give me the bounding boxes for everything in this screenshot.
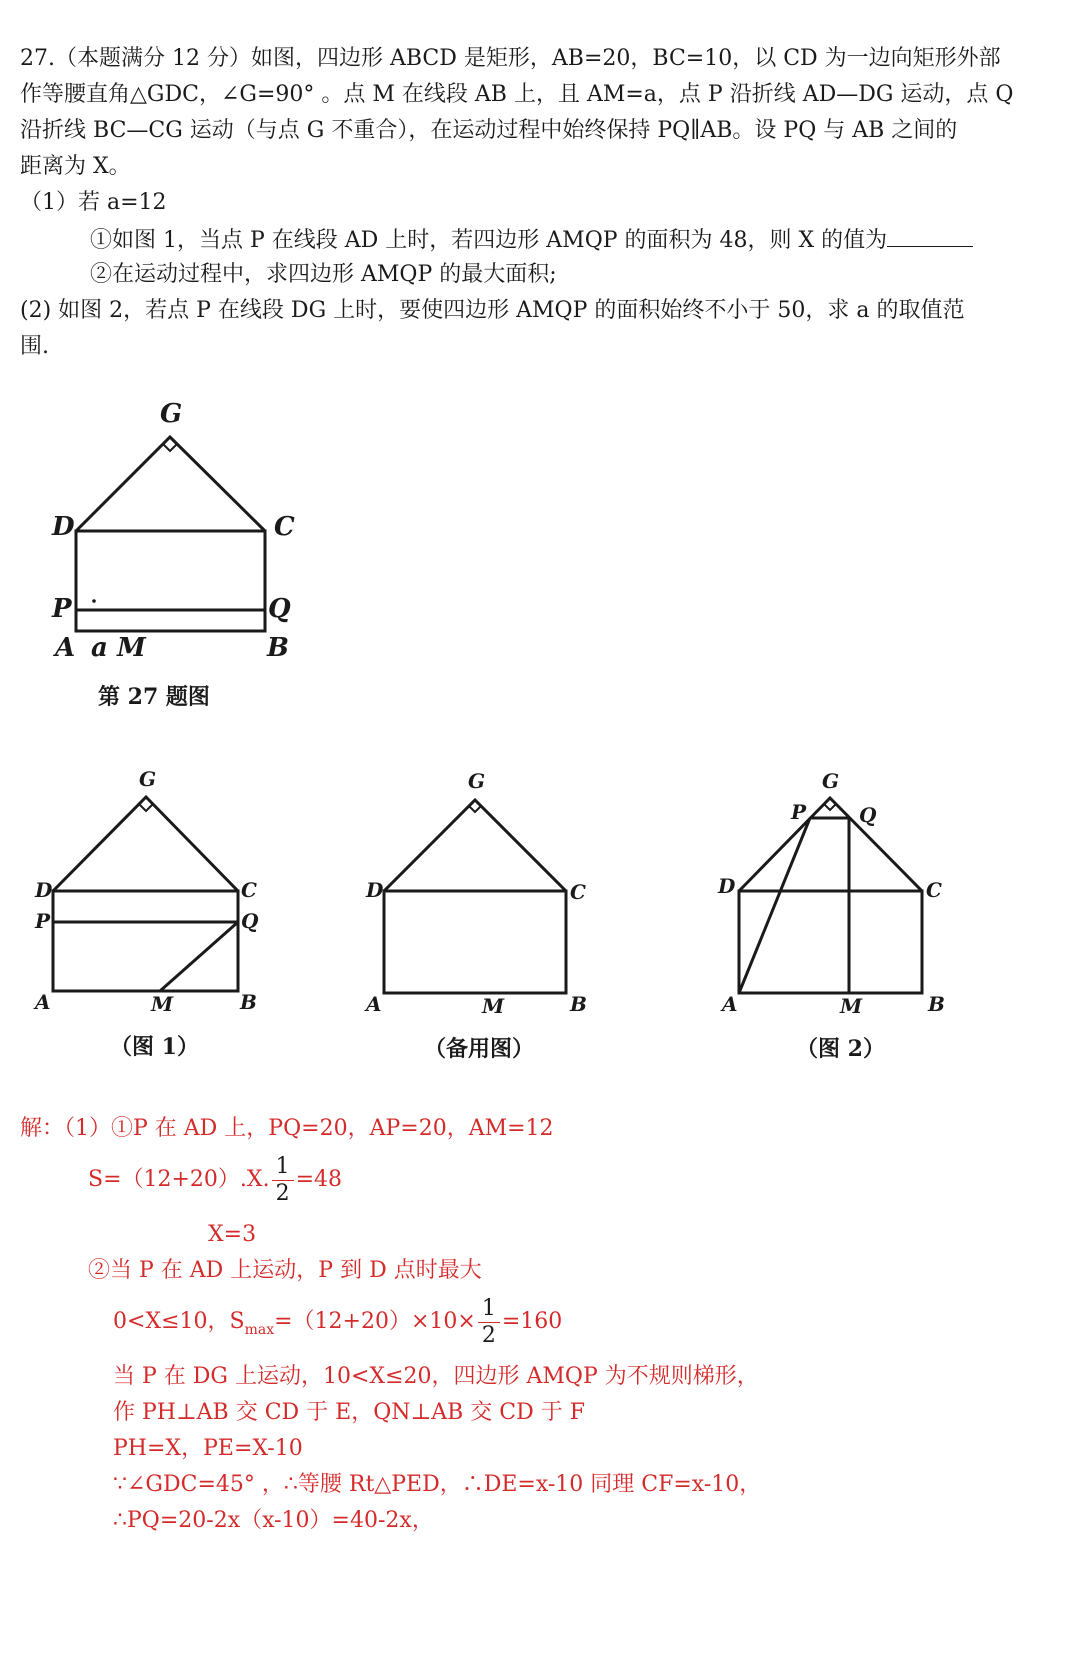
solution-line-1: 解：（1）①P 在 AD 上，PQ=20，AP=20，AM=12 (20, 1116, 554, 1141)
spare-label-A: A (366, 992, 382, 1016)
spare-right-angle-mark (469, 806, 481, 812)
fig1-label-C: C (241, 878, 257, 902)
spare-label-B: B (570, 992, 587, 1016)
fig1-label-Q: Q (241, 909, 259, 933)
fig1-label-B: B (240, 990, 257, 1014)
spare-rectangle (384, 891, 566, 993)
main-label-C: C (274, 512, 295, 542)
spare-label-M: M (482, 994, 505, 1018)
main-right-angle-mark (163, 444, 177, 451)
fraction-numerator: 1 (272, 1154, 294, 1181)
fig2-ap-line (739, 818, 810, 993)
problem-part-2: (2) 如图 2，若点 P 在线段 DG 上时，要使四边形 AMQP 的面积始终不小于 50，求 a 的取值范 (20, 298, 965, 323)
fig2-figure (739, 798, 922, 993)
fig1-figure (53, 797, 238, 991)
fig2-label-M: M (840, 994, 863, 1018)
main-label-Q: Q (268, 594, 291, 624)
problem-line-9: 围. (20, 334, 49, 359)
main-label-M: M (117, 633, 146, 663)
fig2-rectangle (739, 891, 922, 993)
solution-line-4: ②当 P 在 AD 上运动，P 到 D 点时最大 (88, 1258, 482, 1283)
fraction-numerator-2: 1 (478, 1296, 500, 1323)
solution-line-2 (88, 1152, 342, 1208)
main-label-D: D (52, 512, 75, 542)
spare-figure (384, 800, 566, 993)
problem-part-1-q2: ②在运动过程中，求四边形 AMQP 的最大面积; (90, 262, 557, 287)
fig1-rectangle (53, 891, 238, 991)
fig1-label-D: D (35, 878, 53, 902)
half-fraction-2 (478, 1296, 500, 1349)
solution-line-10: ∴PQ=20-2x（x-10）=40-2x， (113, 1508, 434, 1533)
main-label-A: A (55, 633, 76, 663)
fig2-label-P: P (791, 800, 807, 824)
fraction-denominator: 2 (275, 1180, 290, 1206)
problem-line-3: 沿折线 BC—CG 运动（与点 G 不重合），在运动过程中始终保持 PQ∥AB。设 PQ 与 AB 之间的 (20, 118, 958, 143)
fig2-triangle (739, 798, 922, 891)
q1-text: ①如图 1，当点 P 在线段 AD 上时，若四边形 AMQP 的面积为 48，则 X 的值为 (90, 228, 888, 253)
solution-line-5-text: 0<X≤10，S (113, 1309, 245, 1334)
spare-triangle (384, 800, 566, 891)
fig1-right-angle-mark (139, 804, 153, 811)
fig2-label-A: A (722, 992, 738, 1016)
fig2-caption: （图 2） (796, 1036, 885, 1062)
problem-line-1: 27.（本题满分 12 分）如图，四边形 ABCD 是矩形，AB=20，BC=10，以 CD 为一边向矩形外部 (20, 46, 1001, 71)
solution-line-5 (113, 1294, 562, 1358)
fig1-caption: （图 1） (110, 1034, 199, 1060)
fig1-label-M: M (151, 992, 174, 1016)
spare-label-D: D (366, 878, 384, 902)
main-label-B: B (267, 633, 289, 663)
solution-line-5-result: =160 (501, 1309, 563, 1334)
main-figure-caption: 第 27 题图 (98, 684, 210, 710)
problem-line-4: 距离为 X。 (20, 154, 131, 179)
solution-line-3: X=3 (208, 1222, 257, 1247)
fig2-label-G: G (822, 769, 840, 793)
fig2-label-Q: Q (859, 803, 877, 827)
spare-label-G: G (468, 769, 486, 793)
problem-line-2: 作等腰直角△GDC，∠G=90° 。点 M 在线段 AB 上，且 AM=a，点 P 沿折线 AD—DG 运动，点 Q (20, 82, 1014, 107)
half-fraction (272, 1154, 294, 1207)
spare-label-C: C (570, 880, 586, 904)
solution-line-2-result: =48 (295, 1167, 343, 1192)
spare-figure-caption: （备用图） (424, 1036, 535, 1062)
solution-line-8: PH=X，PE=X-10 (113, 1436, 303, 1461)
problem-part-1: （1）若 a=12 (20, 190, 167, 215)
main-label-G: G (160, 399, 183, 429)
fig2-label-C: C (926, 878, 942, 902)
main-figure (76, 437, 265, 631)
solution-line-2-text: S=（12+20）.X. (88, 1167, 270, 1192)
solution-line-6: 当 P 在 DG 上运动，10<X≤20，四边形 AMQP 为不规则梯形， (113, 1364, 759, 1389)
fig2-label-B: B (928, 992, 945, 1016)
main-rectangle (76, 531, 265, 631)
main-label-P: P (52, 594, 72, 624)
solution-line-9: ∵∠GDC=45° ，∴等腰 Rt△PED，∴DE=x-10 同理 CF=x-10， (113, 1472, 762, 1497)
fig1-label-G: G (139, 767, 157, 791)
main-label-a: a (91, 633, 108, 663)
fig1-mq-line (160, 922, 238, 991)
solution-max-subscript: max (244, 1322, 275, 1338)
fig2-right-angle-mark (824, 804, 836, 810)
main-dot (92, 599, 96, 603)
fig1-label-P: P (35, 909, 51, 933)
fig2-label-D: D (718, 874, 736, 898)
fig1-label-A: A (35, 990, 51, 1014)
fraction-denominator-2: 2 (481, 1322, 496, 1348)
solution-line-7: 作 PH⊥AB 交 CD 于 E，QN⊥AB 交 CD 于 F (113, 1400, 585, 1425)
solution-line-5-mid: =（12+20）×10× (274, 1309, 476, 1334)
